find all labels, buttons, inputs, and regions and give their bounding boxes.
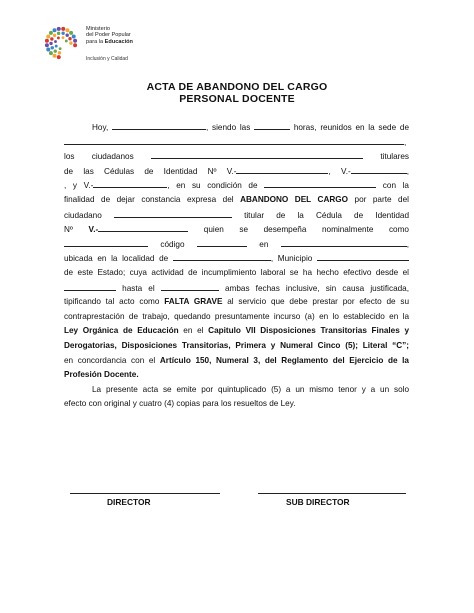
body-line: Nº V.- quien se desempeña nominalmente como — [64, 222, 409, 237]
body-line: , y V.- , en su condición de con la — [64, 178, 409, 193]
body-line: Derogatorias, Disposiciones Transitorias, Primera y Numeral Cinco (5); Literal “C”; — [64, 340, 409, 350]
body-line: en concordancia con el Artículo 150, Numeral 3, del Reglamento del Ejercicio de la — [64, 355, 409, 365]
emblem-dot — [53, 54, 57, 58]
emblem-dot — [57, 36, 60, 39]
emblem-dot — [57, 32, 60, 35]
emblem-dot — [45, 39, 49, 43]
emblem-dot — [62, 36, 65, 39]
ministry-logo — [42, 22, 192, 72]
body-line: de este Estado; cuya actividad de incumplimiento laboral se ha hecho efectivo desde el — [64, 267, 409, 277]
emblem-dot — [57, 27, 61, 31]
director-signature-line — [70, 493, 220, 494]
emblem-dot — [49, 42, 52, 45]
body-line: efecto con original y cuatro (4) copias para los resueltos de Ley. — [64, 399, 296, 409]
body-line: Hoy, , siendo las horas, reunidos en la sede de — [64, 120, 409, 135]
emblem-dot — [69, 41, 72, 44]
emblem-dot — [54, 40, 57, 43]
emblem-dot — [72, 35, 76, 39]
body-line: Ley Orgánica de Educación en el Capitulo VII Disposiciones Transitorias Finales y — [64, 326, 410, 336]
body-line: Profesión Docente. — [64, 370, 139, 380]
emblem-dot — [65, 40, 68, 43]
emblem-dot — [49, 31, 53, 35]
document-title: ACTA DE ABANDONO DEL CARGO — [146, 81, 328, 93]
body-line: de las Cédulas de Identidad Nº V.- , V.- , — [64, 164, 409, 179]
emblem-dot — [65, 33, 68, 36]
ministry-tagline: Inclusión y Calidad — [86, 56, 128, 62]
body-line: ciudadano titular de la Cédula de Identidad — [64, 208, 409, 223]
body-line: finalidad de dejar constancia expresa del ABANDONO DEL CARGO por parte del — [64, 194, 409, 204]
document-subtitle: PERSONAL DOCENTE — [179, 93, 295, 105]
emblem-dot — [46, 35, 50, 39]
body-line: contraprestación de trabajo, quedando presuntamente incurso (a) en lo establecido en la — [64, 311, 409, 321]
director-label: DIRECTOR — [107, 497, 151, 507]
emblem-dot — [59, 47, 62, 50]
body-line: los ciudadanos titulares — [64, 149, 409, 164]
emblem-dot — [54, 49, 57, 52]
act-body — [64, 120, 409, 412]
body-line: , — [64, 135, 409, 150]
emblem-dot — [53, 34, 56, 37]
emblem-dot — [58, 51, 61, 54]
body-line: La presente acta se emite por quintuplicado (5) a un mismo tenor y a un solo — [92, 384, 409, 394]
emblem-dot — [73, 39, 77, 43]
body-line: hasta el ambas fechas inclusive, sin causa justificada, — [64, 281, 409, 296]
emblem-dot — [68, 37, 71, 40]
body-line: ubicada en la localidad de , Municipio — [64, 251, 409, 266]
ministry-name: Ministerio del Poder Popular para la Educación — [86, 26, 133, 45]
emblem-dot — [61, 32, 64, 35]
emblem-dot — [51, 46, 54, 49]
emblem-dot — [65, 28, 69, 32]
ministry-emblem-icon — [42, 24, 80, 62]
emblem-dot — [45, 43, 49, 47]
emblem-dot — [55, 45, 58, 48]
sub-director-label: SUB DIRECTOR — [286, 497, 350, 507]
emblem-dot — [57, 55, 61, 59]
emblem-dot — [46, 47, 50, 51]
emblem-dot — [49, 51, 53, 55]
body-line: tipificando tal acto como FALTA GRAVE al servicio que debe prestar por efecto de su — [64, 297, 410, 307]
emblem-dot — [69, 31, 73, 35]
emblem-dot — [73, 43, 77, 47]
emblem-dot — [53, 28, 57, 32]
sub-director-signature-line — [258, 493, 406, 494]
emblem-dot — [50, 37, 53, 40]
emblem-dot — [61, 27, 65, 31]
body-line: código en , — [64, 237, 409, 252]
